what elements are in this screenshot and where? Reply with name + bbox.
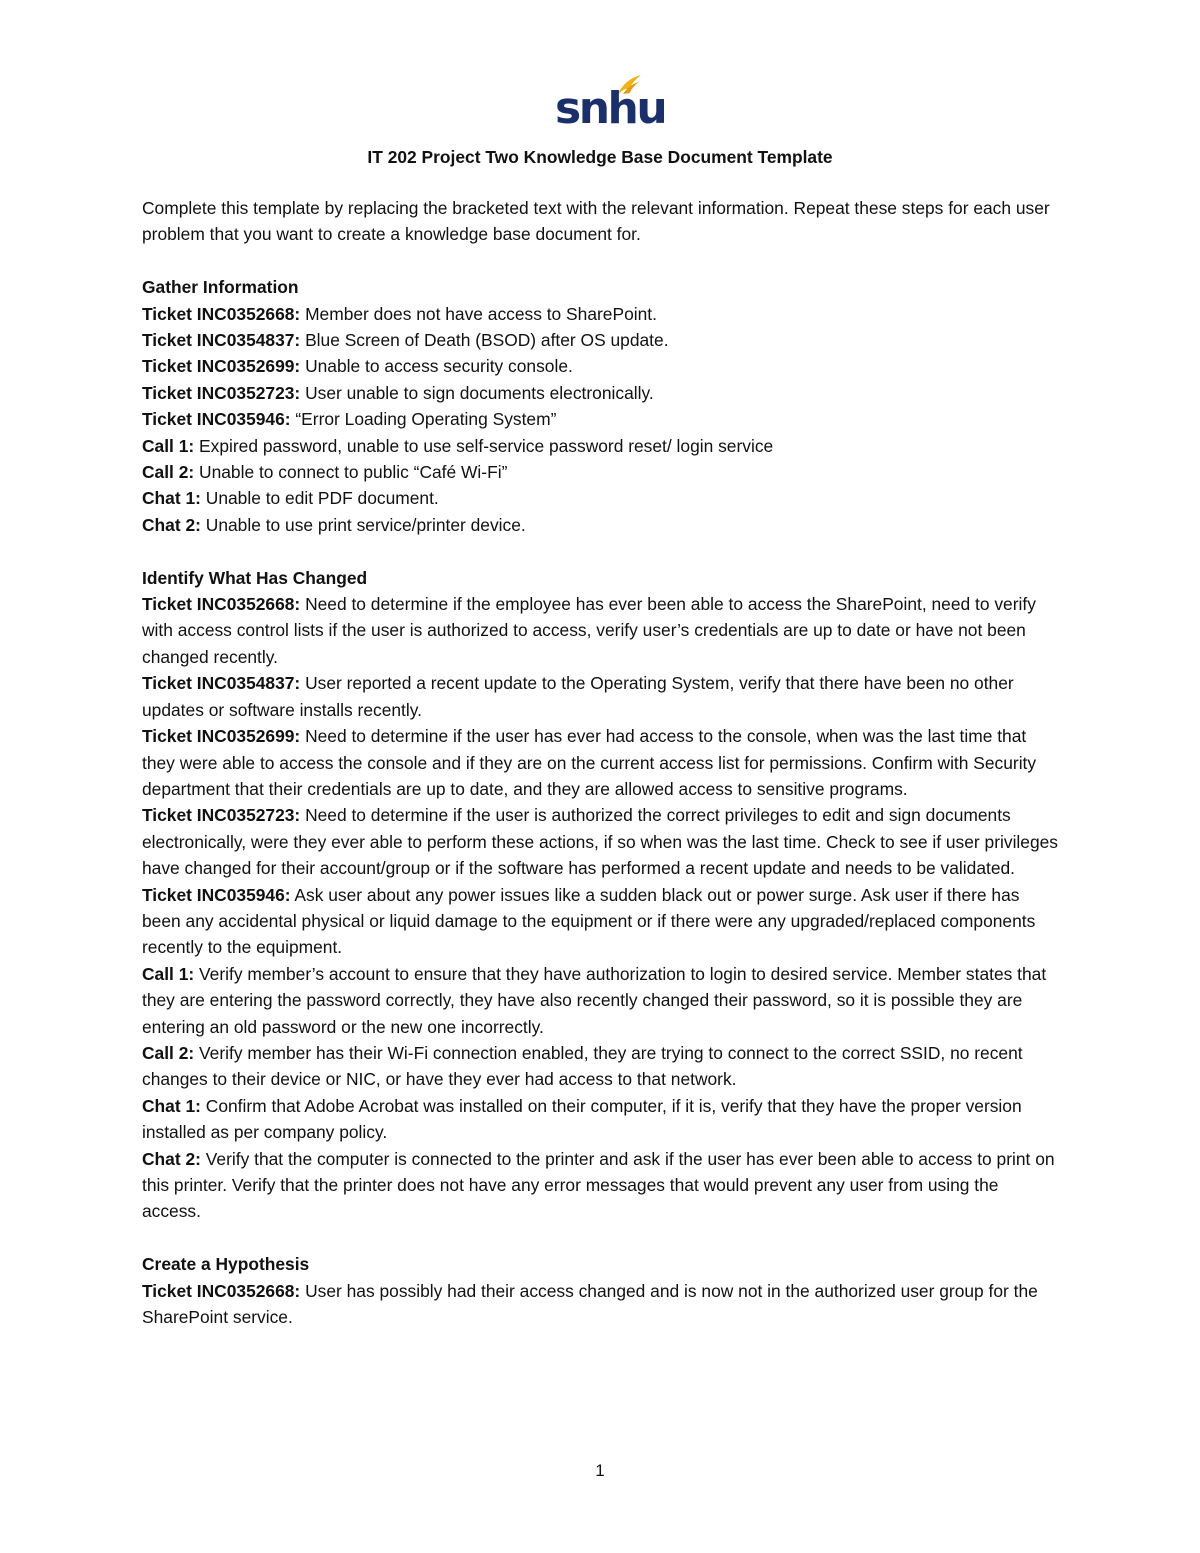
entry-item	[142, 459, 1062, 485]
changed-list	[142, 591, 1062, 1225]
entry-text: User unable to sign documents electronically.	[300, 382, 654, 403]
entry-label: Ticket INC0354837:	[142, 673, 301, 694]
entry-item	[142, 723, 1062, 802]
entry-label: Chat 2:	[142, 514, 201, 535]
entry-label: Call 2:	[142, 1042, 195, 1063]
entry-text: Ask user about any power issues like a sudden black out or power surge. Ask user if there has been any accidental physical or liquid damage to the equipment or if there were any upgraded/replaced components recently to the equipment.	[142, 884, 1036, 958]
section-heading-changed: Identify What Has Changed	[142, 567, 368, 588]
entry-item	[142, 670, 1062, 723]
entry-label: Ticket INC035946:	[142, 409, 291, 430]
gather-list	[142, 301, 1062, 539]
entry-label: Call 1:	[142, 435, 195, 456]
entry-label: Ticket INC0352668:	[142, 1280, 301, 1301]
entry-text: Need to determine if the user has ever had access to the console, when was the last time that they were able to access the console and if they are on the current access list for permissions. Confirm with Security department that their credentials are up to date, and they are allowed access to sensitive programs.	[142, 726, 1037, 799]
entry-label: Ticket INC0352699:	[142, 726, 301, 747]
entry-text: “Error Loading Operating System”	[290, 409, 557, 430]
entry-label: Ticket INC0352668:	[142, 303, 301, 324]
entry-item	[142, 882, 1062, 961]
section-heading-gather: Gather Information	[142, 277, 299, 298]
entry-item	[142, 802, 1062, 881]
entry-item	[142, 406, 1062, 432]
entry-text: Unable to edit PDF document.	[200, 488, 439, 509]
entry-label: Ticket INC0352723:	[142, 382, 301, 403]
entry-label: Ticket INC0352699:	[142, 356, 301, 377]
intro-paragraph: Complete this template by replacing the bracketed text with the relevant information. Repeat these steps for each user problem that you want to create a knowledge base document for.	[142, 198, 1050, 245]
entry-item	[142, 1146, 1062, 1225]
entry-item	[142, 301, 1062, 327]
entry-item	[142, 512, 1062, 538]
entry-item	[142, 380, 1062, 406]
entry-item	[142, 1278, 1062, 1331]
entry-item	[142, 591, 1062, 670]
entry-item	[142, 353, 1062, 379]
entry-text: Unable to use print service/printer device.	[200, 514, 526, 535]
logo-wordmark: snhu	[555, 83, 666, 134]
entry-item	[142, 1040, 1062, 1093]
section-heading-hypothesis: Create a Hypothesis	[142, 1254, 310, 1275]
entry-text: Confirm that Adobe Acrobat was installed on their computer, if it is, verify that they have the proper version installed as per company policy.	[142, 1095, 1022, 1143]
entry-item	[142, 433, 1062, 459]
entry-text: Expired password, unable to use self-service password reset/ login service	[194, 435, 774, 456]
entry-text: Verify member’s account to ensure that they have authorization to login to desired service. Member states that they are entering the password correctly, they have also recently changed their password, so it is possible they are entering an old password or the new one incorrectly.	[142, 963, 1047, 1037]
entry-item	[142, 961, 1062, 1040]
entry-label: Call 2:	[142, 462, 195, 483]
document-body	[142, 195, 1062, 1330]
entry-text: Verify member has their Wi-Fi connection enabled, they are trying to connect to the correct SSID, no recent changes to their device or NIC, or have they ever had access to that network.	[142, 1042, 1023, 1090]
entry-label: Ticket INC0354837:	[142, 330, 301, 351]
entry-item	[142, 485, 1062, 511]
entry-text: Need to determine if the user is authorized the correct privileges to edit and sign documents electronically, were they ever able to perform these actions, if so when was the last time. Check to see if user privileges have changed for their account/group or if the software has performed a recent update and needs to be validated.	[142, 805, 1059, 879]
entry-text: Verify that the computer is connected to the printer and ask if the user has ever been able to access to print on this printer. Verify that the printer does not have any error messages that would prevent any user from using the access.	[142, 1148, 1055, 1222]
page-number: 1	[595, 1461, 605, 1480]
entry-label: Chat 1:	[142, 1095, 201, 1116]
entry-text: User reported a recent update to the Operating System, verify that there have been no other updates or software installs recently.	[142, 673, 1014, 720]
entry-text: Unable to connect to public “Café Wi-Fi”	[194, 462, 508, 483]
entry-label: Ticket INC0352668:	[142, 594, 301, 615]
entry-text: Member does not have access to SharePoint.	[300, 303, 657, 324]
entry-text: Blue Screen of Death (BSOD) after OS update.	[300, 330, 669, 351]
spacer	[142, 1225, 1062, 1251]
entry-text: Need to determine if the employee has ever been able to access the SharePoint, need to verify with access control lists if the user is authorized to access, verify user’s credentials are up to date or have not been changed recently.	[142, 594, 1036, 667]
hypothesis-list	[142, 1278, 1062, 1331]
entry-label: Chat 1:	[142, 488, 201, 509]
document-title: IT 202 Project Two Knowledge Base Document Template	[367, 147, 833, 167]
spacer	[142, 538, 1062, 564]
entry-text: Unable to access security console.	[300, 356, 573, 377]
entry-label: Ticket INC035946:	[142, 884, 291, 905]
entry-label: Call 1:	[142, 963, 195, 984]
entry-item	[142, 1093, 1062, 1146]
entry-label: Ticket INC0352723:	[142, 805, 301, 826]
entry-item	[142, 327, 1062, 353]
snhu-logo	[555, 74, 666, 134]
entry-label: Chat 2:	[142, 1148, 201, 1169]
spacer	[142, 248, 1062, 274]
entry-text: User has possibly had their access changed and is now not in the authorized user group for the SharePoint service.	[142, 1280, 1038, 1328]
